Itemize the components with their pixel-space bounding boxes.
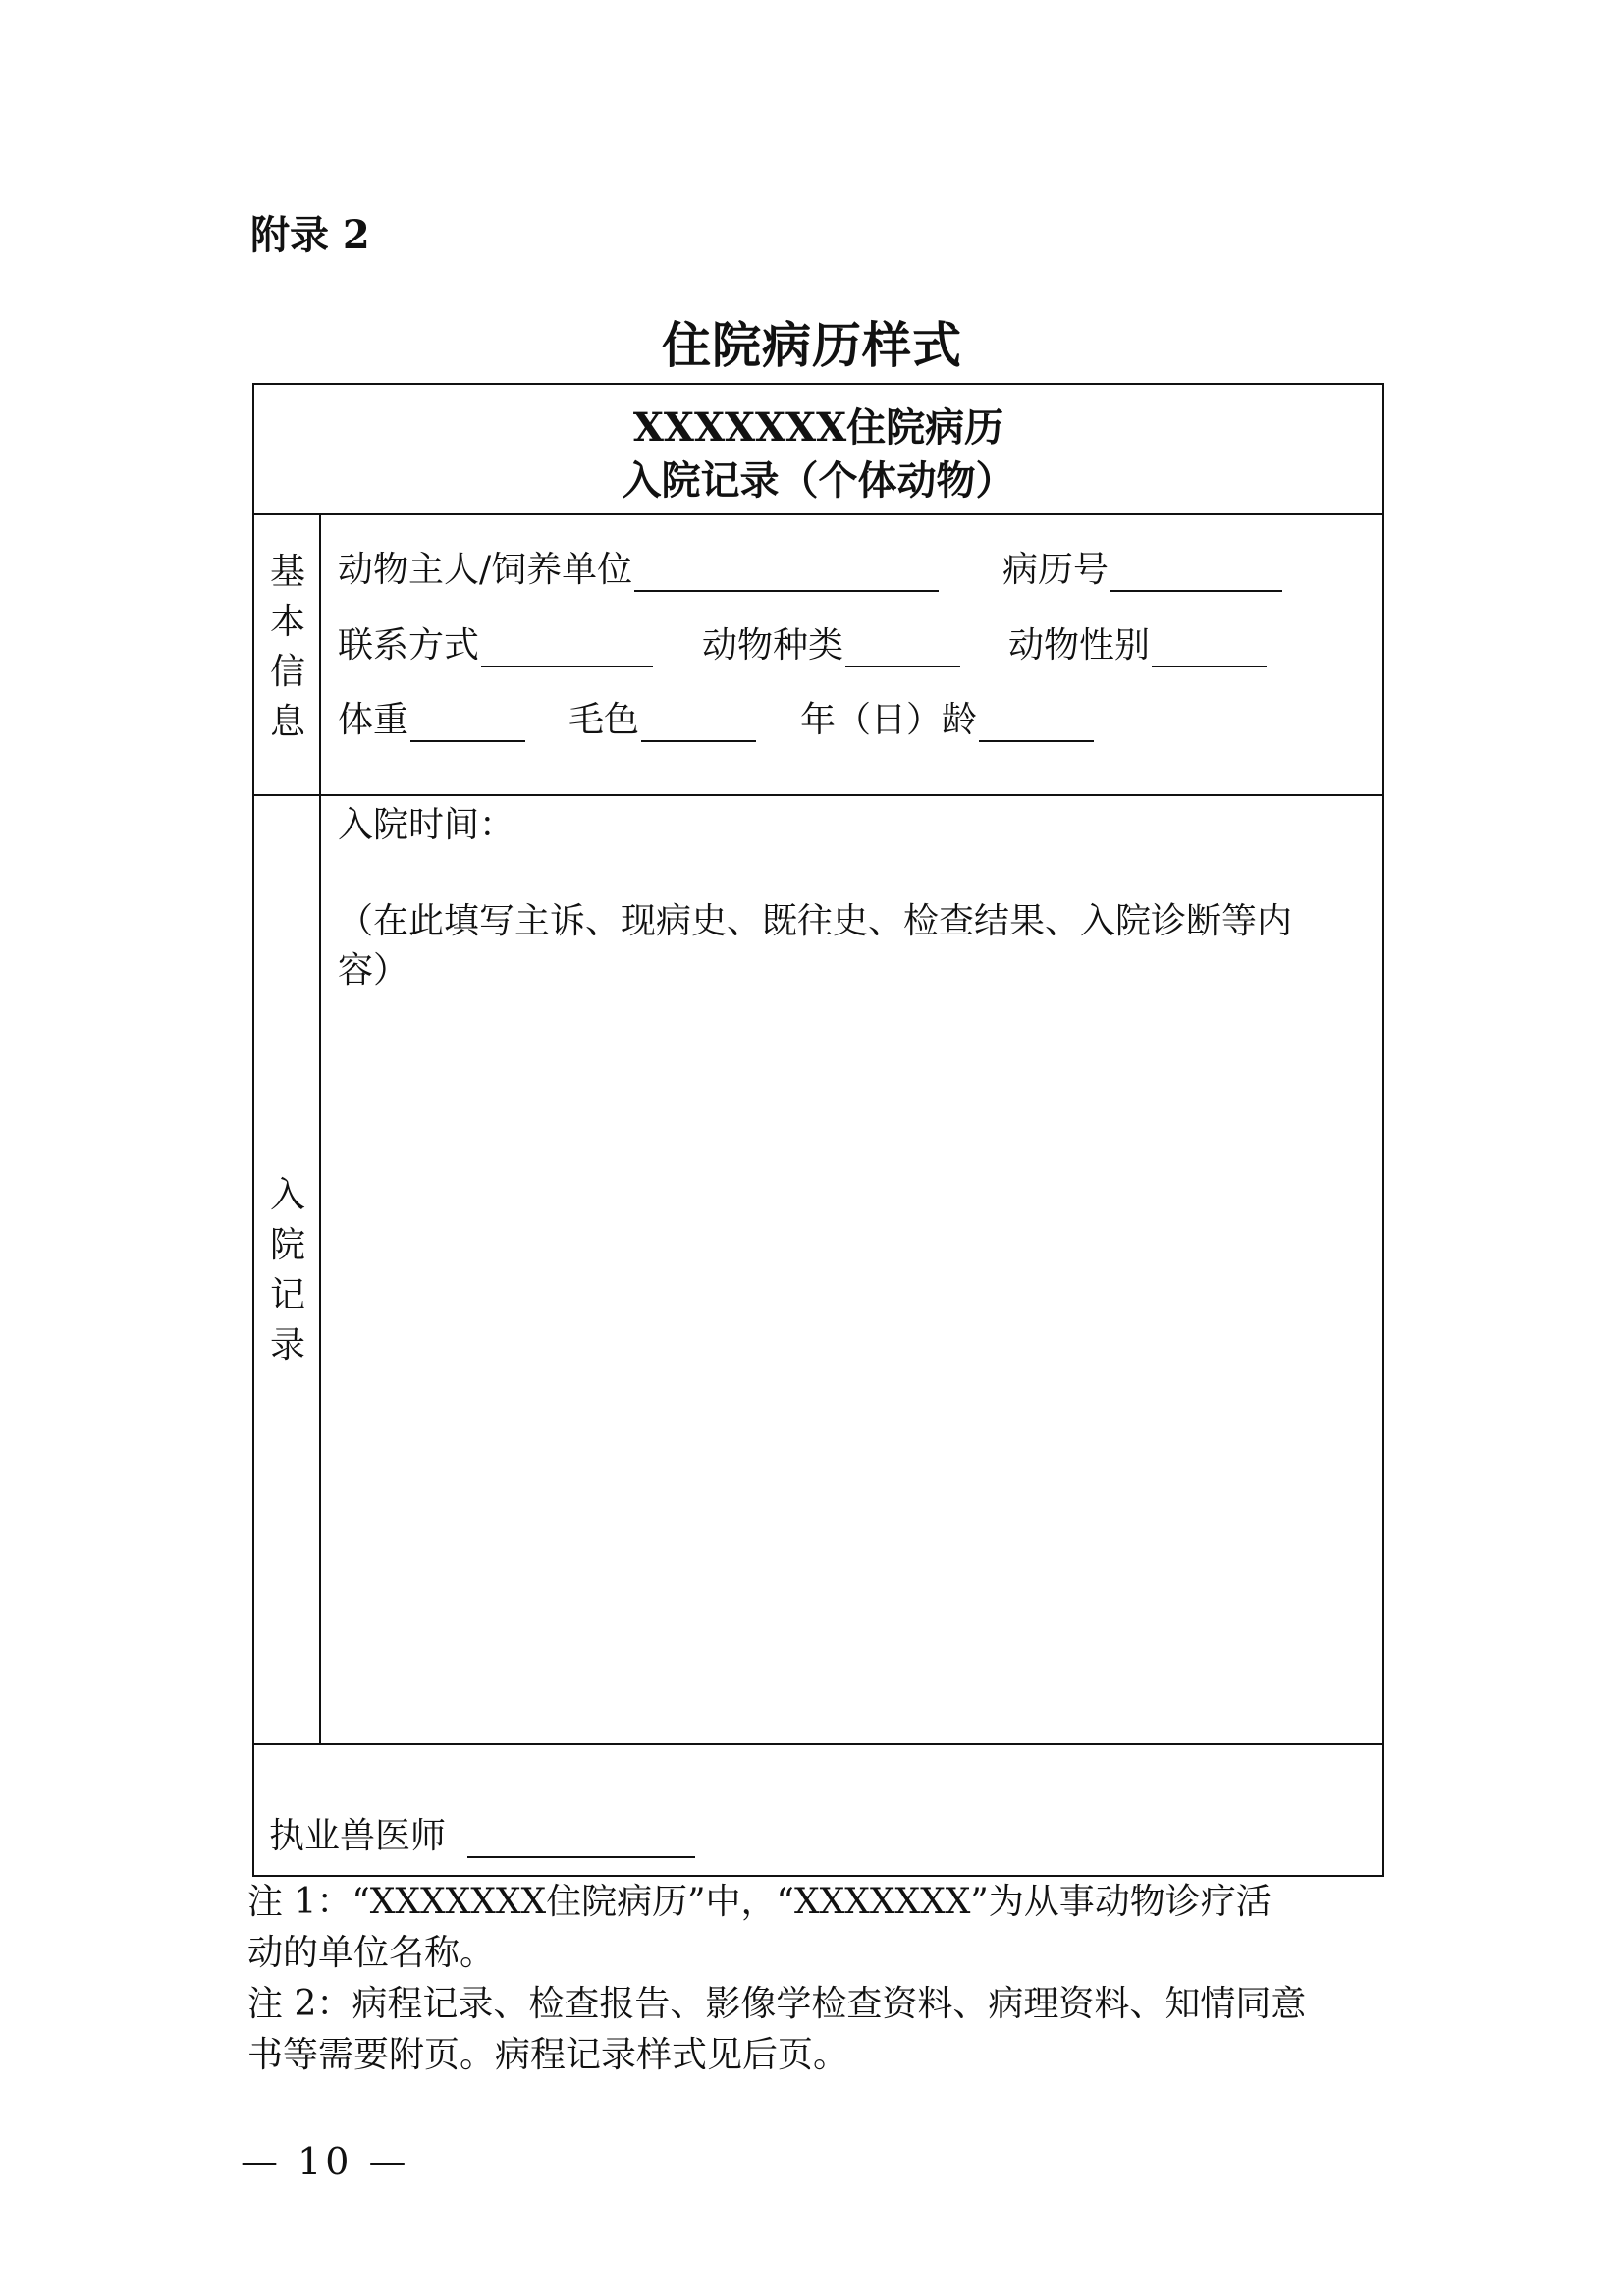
species-field[interactable] [702, 617, 960, 667]
note-1-line1: 注 1：“XXXXXXX住院病历”中，“XXXXXXX”为从事动物诊疗活 [247, 1882, 1272, 1922]
form-header-line1: XXXXXXX住院病历 [632, 404, 1004, 451]
admission-instruction-line2: 容） [338, 950, 409, 990]
note-2-line2: 书等需要附页。病程记录样式见后页。 [247, 2035, 849, 2075]
age-blank[interactable] [979, 705, 1094, 742]
admission-label-char: 入 [269, 1175, 305, 1215]
divider-admission [254, 1743, 1382, 1745]
record-no-blank[interactable] [1110, 555, 1282, 592]
admission-label-char: 记 [269, 1275, 305, 1315]
contact-label: 联系方式 [338, 625, 480, 666]
basic-info-label-char: 基 [269, 552, 305, 592]
note-2 [247, 1979, 1388, 2081]
weight-label: 体重 [338, 700, 409, 740]
coat-color-blank[interactable] [641, 705, 756, 742]
basic-info-label [254, 547, 321, 747]
note-2-line1: 注 2：病程记录、检查报告、影像学检查资料、病理资料、知情同意 [247, 1984, 1307, 2024]
record-no-field[interactable] [1002, 542, 1282, 592]
species-blank[interactable] [845, 630, 960, 667]
weight-field[interactable] [338, 692, 525, 742]
admission-label-char: 录 [269, 1325, 305, 1365]
sex-blank[interactable] [1152, 630, 1267, 667]
vet-signature-field[interactable] [269, 1808, 695, 1858]
admission-form-table [252, 383, 1384, 1877]
age-label: 年（日）龄 [800, 700, 978, 740]
vet-signature-label: 执业兽医师 [269, 1816, 447, 1856]
species-label: 动物种类 [702, 625, 844, 666]
page-number: — 10 — [241, 2140, 410, 2183]
basic-info-label-char: 信 [269, 652, 305, 692]
admission-label [254, 1170, 321, 1370]
record-no-label: 病历号 [1002, 550, 1110, 590]
age-field[interactable] [800, 692, 1094, 742]
note-1-line2: 动的单位名称。 [247, 1933, 496, 1973]
admission-time-label: 入院时间： [338, 805, 515, 845]
form-header-line2: 入院记录（个体动物） [622, 457, 1015, 504]
basic-info-label-char: 息 [269, 702, 305, 742]
weight-blank[interactable] [410, 705, 525, 742]
sex-field[interactable] [1008, 617, 1267, 667]
admission-label-char: 院 [269, 1225, 305, 1265]
contact-field[interactable] [338, 617, 653, 667]
appendix-label: 附录 2 [250, 212, 370, 258]
owner-blank[interactable] [634, 555, 939, 592]
owner-field[interactable] [338, 542, 939, 592]
sex-label: 动物性别 [1008, 625, 1151, 666]
coat-color-label: 毛色 [568, 700, 640, 740]
document-title: 住院病历样式 [662, 316, 962, 374]
note-1 [247, 1877, 1388, 1979]
admission-instruction-line1: （在此填写主诉、现病史、既往史、检查结果、入院诊断等内 [338, 901, 1293, 941]
divider-header [254, 513, 1382, 515]
owner-label: 动物主人/饲养单位 [338, 550, 633, 590]
vet-signature-blank[interactable] [467, 1821, 695, 1858]
divider-basic-info [254, 794, 1382, 796]
contact-blank[interactable] [481, 630, 653, 667]
basic-info-label-char: 本 [269, 602, 305, 642]
coat-color-field[interactable] [568, 692, 756, 742]
